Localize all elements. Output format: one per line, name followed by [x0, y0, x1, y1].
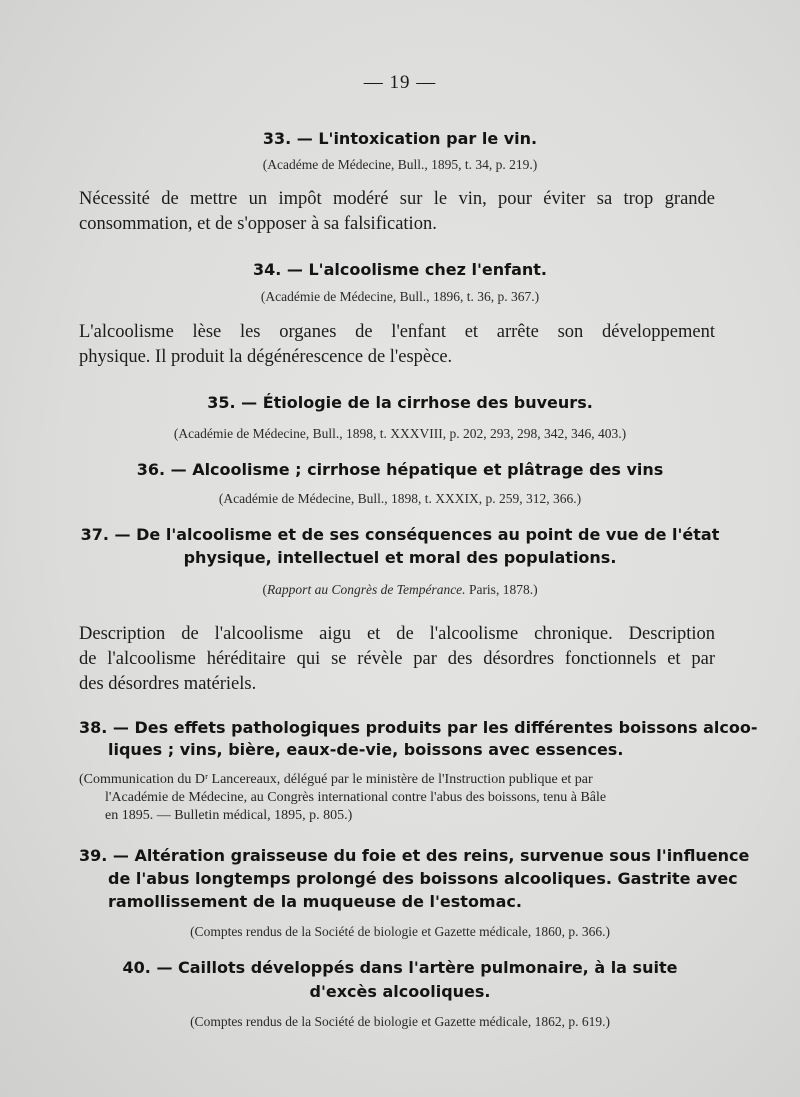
entry-38-source-line-3: en 1895. — Bulletin médical, 1895, p. 805.) — [105, 808, 353, 823]
entry-37-source: (Rapport au Congrès de Tempérance. Paris, 1878.) — [262, 582, 538, 597]
entry-37-body-line-1: Description de l'alcoolisme aigu et de l'alcoolisme chronique. Description — [79, 624, 715, 644]
entry-34-source: (Académie de Médecine, Bull., 1896, t. 36, p. 367.) — [260, 289, 540, 304]
entry-33-body — [79, 187, 715, 237]
entry-34-body-line-2: physique. Il produit la dégénérescence de l'espèce. — [79, 347, 453, 367]
entry-33-source: (Académe de Médecine, Bull., 1895, t. 34, p. 219.) — [262, 157, 538, 172]
entry-38-source — [79, 771, 719, 825]
entry-33-body-line-2: consommation, et de s'opposer à sa falsification. — [79, 214, 437, 234]
entry-40-title-line-1: 40. — Caillots développés dans l'artère pulmonaire, à la suite — [122, 958, 678, 977]
entry-38-source-line-1: (Communication du Dʳ Lancereaux, délégué par le ministère de l'Instruction publique et par — [79, 772, 593, 787]
entry-34-body — [79, 320, 715, 370]
entry-39-title-line-2: de l'abus longtemps prolongé des boissons alcooliques. Gastrite avec — [108, 869, 738, 888]
entry-37-title-line-2: physique, intellectuel et moral des populations. — [183, 548, 617, 567]
entry-38-title-line-1: 38. — Des effets pathologiques produits par les différentes boissons alcoo- — [79, 718, 758, 737]
entry-39-title-line-3: ramollissement de la muqueuse de l'estomac. — [108, 892, 522, 911]
entry-35-title: 35. — Étiologie de la cirrhose des buveurs. — [207, 393, 593, 412]
entry-33-title: 33. — L'intoxication par le vin. — [262, 129, 538, 148]
entry-34-body-line-1: L'alcoolisme lèse les organes de l'enfant et arrête son développement — [79, 322, 715, 342]
entry-39-source: (Comptes rendus de la Société de biologie et Gazette médicale, 1860, p. 366.) — [190, 924, 610, 939]
entry-40-title-line-2: d'excès alcooliques. — [309, 982, 491, 1001]
entry-39-title-line-1: 39. — Altération graisseuse du foie et des reins, survenue sous l'influence — [79, 846, 750, 865]
entry-33-body-line-1: Nécessité de mettre un impôt modéré sur le vin, pour éviter sa trop grande — [79, 189, 715, 209]
entry-36-source: (Académie de Médecine, Bull., 1898, t. XXXIX, p. 259, 312, 366.) — [218, 491, 582, 506]
entry-35-source: (Académie de Médecine, Bull., 1898, t. XXXVIII, p. 202, 293, 298, 342, 346, 403.) — [173, 426, 627, 441]
page-number: — 19 — — [363, 72, 437, 93]
entry-36-title: 36. — Alcoolisme ; cirrhose hépatique et plâtrage des vins — [136, 460, 664, 479]
entry-37-source-italic: Rapport au Congrès de Tempérance. — [266, 582, 466, 597]
entry-38-title-line-2: liques ; vins, bière, eaux-de-vie, boissons avec essences. — [108, 740, 624, 759]
entry-37-body-line-3: des désordres matériels. — [79, 674, 257, 694]
entry-37-body — [79, 622, 715, 697]
entry-38-source-line-2: l'Académie de Médecine, au Congrès international contre l'abus des boissons, tenu à Bâle — [105, 790, 607, 805]
entry-34-title: 34. — L'alcoolisme chez l'enfant. — [252, 260, 548, 279]
entry-37-title-line-1: 37. — De l'alcoolisme et de ses conséquences au point de vue de l'état — [80, 525, 720, 544]
entry-40-source: (Comptes rendus de la Société de biologie et Gazette médicale, 1862, p. 619.) — [190, 1014, 610, 1029]
entry-37-body-line-2: de l'alcoolisme héréditaire qui se révèle par des désordres fonctionnels et par — [79, 649, 715, 669]
